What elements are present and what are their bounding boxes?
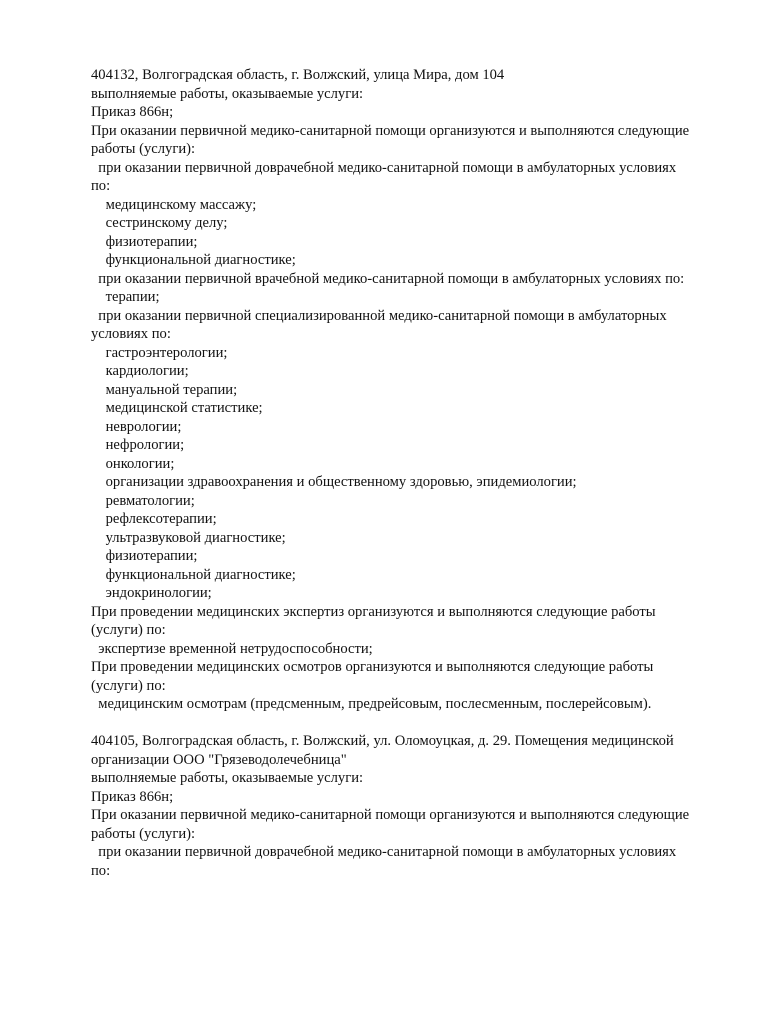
list-item: экспертизе временной нетрудоспособности; <box>91 640 373 657</box>
list-item: ультразвуковой диагностике; <box>91 529 286 546</box>
list-item: медицинским осмотрам (предсменным, предрейсовым, послесменным, послерейсовым). <box>91 696 652 712</box>
text-line: При оказании первичной медико-санитарной помощи организуются и выполняются следующие <box>91 122 690 139</box>
text-line: выполняемые работы, оказываемые услуги: <box>91 85 364 102</box>
text-line: работы (услуги): <box>91 141 196 157</box>
list-item: медицинскому массажу; <box>91 196 257 213</box>
text-line: условиях по: <box>91 326 171 342</box>
text-line: работы (услуги): <box>91 825 196 842</box>
list-item: терапии; <box>91 289 160 305</box>
text-line: Приказ 866н; <box>91 788 174 805</box>
text-line: по: <box>91 862 111 879</box>
list-item: функциональной диагностике; <box>91 566 296 583</box>
text-line: при оказании первичной доврачебной медико-санитарной помощи в амбулаторных условиях <box>91 844 677 860</box>
text-line: при оказании первичной врачебной медико-санитарной помощи в амбулаторных условиях по: <box>91 270 685 287</box>
list-item: неврологии; <box>91 418 182 435</box>
list-item: нефрологии; <box>91 437 185 453</box>
address-line-1: 404132, Волгоградская область, г. Волжский, улица Мира, дом 104 <box>91 67 505 83</box>
list-item: рефлексотерапии; <box>91 511 217 527</box>
list-item: сестринскому делу; <box>91 215 228 231</box>
text-line: При оказании первичной медико-санитарной помощи организуются и выполняются следующие <box>91 807 690 823</box>
list-item: медицинской статистике; <box>91 400 263 416</box>
address-line-2: 404105, Волгоградская область, г. Волжский, ул. Оломоуцкая, д. 29. Помещения медицинской <box>91 733 674 749</box>
text-line: по: <box>91 178 111 194</box>
text-line: Приказ 866н; <box>91 104 174 120</box>
list-item: эндокринологии; <box>91 585 212 601</box>
list-item: ревматологии; <box>91 492 195 509</box>
text-line: (услуги) по: <box>91 622 166 638</box>
text-line: При проведении медицинских экспертиз организуются и выполняются следующие работы <box>91 603 656 620</box>
list-item: гастроэнтерологии; <box>91 344 228 361</box>
list-item: кардиологии; <box>91 363 189 379</box>
text-line: выполняемые работы, оказываемые услуги: <box>91 770 364 786</box>
list-item: онкологии; <box>91 455 175 472</box>
text-line: При проведении медицинских осмотров организуются и выполняются следующие работы <box>91 659 654 675</box>
list-item: мануальной терапии; <box>91 381 238 398</box>
list-item: физиотерапии; <box>91 233 198 250</box>
document-page <box>91 66 731 880</box>
list-item: физиотерапии; <box>91 548 198 564</box>
text-line: при оказании первичной специализированной медико-санитарной помощи в амбулаторных <box>91 307 667 324</box>
text-line: организации ООО "Грязеводолечебница" <box>91 751 347 768</box>
text-line: (услуги) по: <box>91 677 166 694</box>
blank-line <box>91 714 731 733</box>
list-item: организации здравоохранения и общественному здоровью, эпидемиологии; <box>91 474 577 490</box>
list-item: функциональной диагностике; <box>91 252 296 268</box>
text-line: при оказании первичной доврачебной медико-санитарной помощи в амбулаторных условиях <box>91 159 677 176</box>
